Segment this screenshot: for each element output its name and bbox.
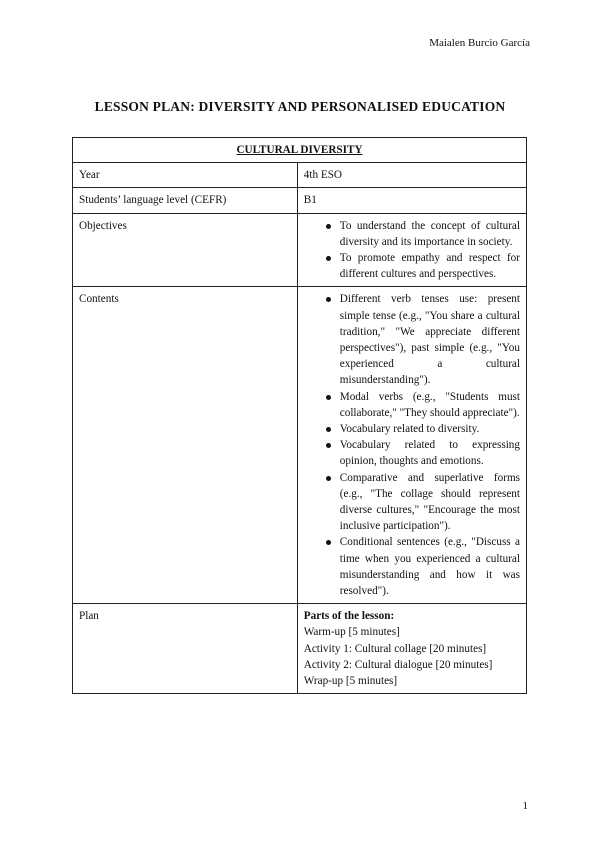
table-row-objectives bbox=[73, 213, 527, 287]
plan-line: Activity 1: Cultural collage [20 minutes] bbox=[303, 642, 487, 655]
table-row-year bbox=[73, 163, 527, 188]
content-item: Modal verbs (e.g., "Students must collaborate," "They should appreciate"). bbox=[340, 389, 520, 421]
plan-value bbox=[297, 604, 526, 694]
content-item: Vocabulary related to expressing opinion, thoughts and emotions. bbox=[340, 437, 520, 469]
content-item: Different verb tenses use: present simple tense (e.g., "You share a cultural tradition," "We appreciate different perspectives"), past simple (e.g., "You experienced a cultural misunderstanding"). bbox=[340, 291, 520, 388]
objective-item: To promote empathy and respect for different cultures and perspectives. bbox=[340, 250, 520, 282]
plan-line: Activity 2: Cultural dialogue [20 minutes] bbox=[303, 658, 493, 671]
header-author: Maialen Burcio García bbox=[429, 37, 530, 49]
table-row-level bbox=[73, 188, 527, 213]
level-value: B1 bbox=[297, 188, 526, 213]
objectives-list bbox=[304, 218, 520, 283]
objectives-label: Objectives bbox=[73, 213, 298, 287]
content-item: Conditional sentences (e.g., "Discuss a time when you experienced a cultural misunderstanding and how it was resolved"). bbox=[340, 534, 520, 599]
year-label: Year bbox=[73, 163, 298, 188]
table-row-contents bbox=[73, 287, 527, 604]
year-value: 4th ESO bbox=[297, 163, 526, 188]
objectives-value bbox=[297, 213, 526, 287]
document-title: LESSON PLAN: DIVERSITY AND PERSONALISED EDUCATION bbox=[94, 99, 506, 114]
contents-value bbox=[297, 287, 526, 604]
table-heading: CULTURAL DIVERSITY bbox=[73, 138, 527, 163]
lesson-plan-table bbox=[72, 137, 527, 694]
plan-parts-heading: Parts of the lesson: bbox=[303, 610, 395, 623]
plan-label: Plan bbox=[73, 604, 298, 694]
contents-list bbox=[304, 291, 520, 599]
content-item: Vocabulary related to diversity. bbox=[340, 421, 520, 437]
contents-label: Contents bbox=[73, 287, 298, 604]
objective-item: To understand the concept of cultural diversity and its importance in society. bbox=[340, 218, 520, 250]
plan-line: Wrap-up [5 minutes] bbox=[303, 675, 398, 688]
level-label: Students’ language level (CEFR) bbox=[73, 188, 298, 213]
plan-line: Warm-up [5 minutes] bbox=[303, 626, 400, 639]
content-item: Comparative and superlative forms (e.g., "The collage should represent diverse cultures," "Encourage the most inclusive participation"). bbox=[340, 470, 520, 535]
table-heading-row bbox=[73, 138, 527, 163]
page-number: 1 bbox=[522, 800, 528, 812]
table-row-plan bbox=[73, 604, 527, 694]
